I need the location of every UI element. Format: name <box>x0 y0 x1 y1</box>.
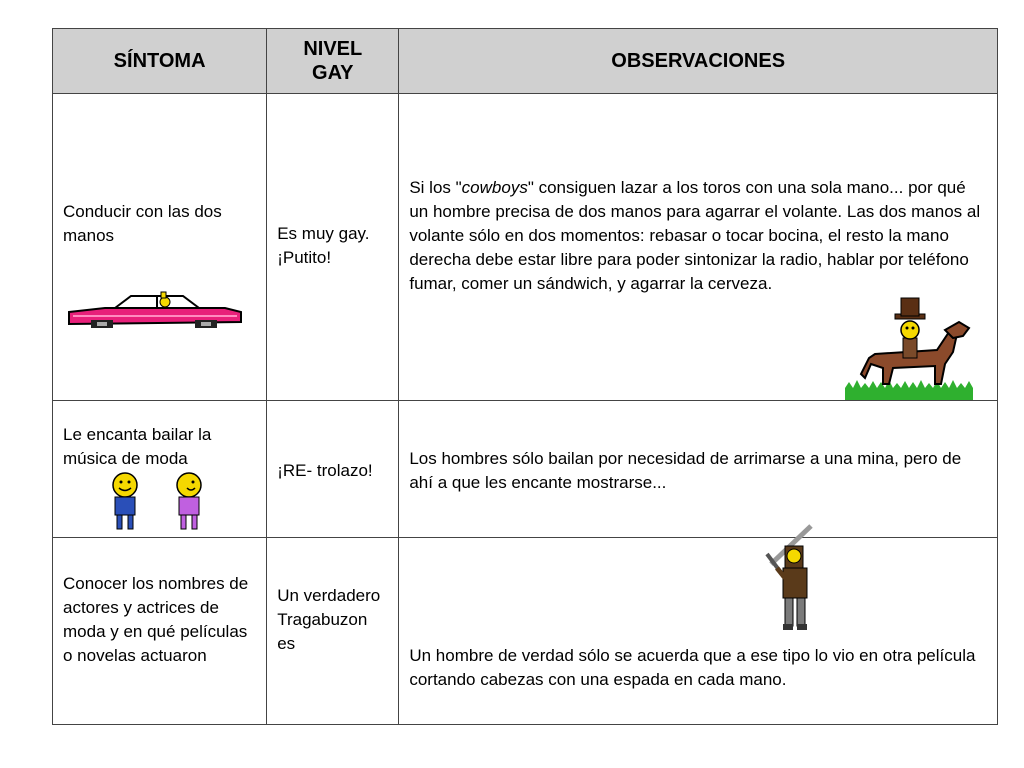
cell-observaciones <box>399 94 998 401</box>
cell-nivel <box>267 94 399 401</box>
observaciones-text <box>409 176 987 296</box>
sintoma-text: Conducir con las dos manos <box>63 202 222 245</box>
cell-nivel <box>267 538 399 725</box>
header-nivel-gay <box>267 29 399 94</box>
cell-observaciones <box>399 538 998 725</box>
cell-sintoma <box>53 94 267 401</box>
nivel-text: Es muy gay. ¡Putito! <box>277 224 370 267</box>
table-row <box>53 401 998 538</box>
header-nivel-gay-text: NIVEL GAY <box>303 38 363 84</box>
cell-sintoma <box>53 401 267 538</box>
observaciones-text: Los hombres sólo bailan por necesidad de arrimarse a una mina, pero de ahí a que les encante mostrarse... <box>409 449 962 492</box>
observaciones-text: Un hombre de verdad sólo se acuerda que a ese tipo lo vio en otra película cortando cabezas con una espada en cada mano. <box>409 646 976 689</box>
symptom-table <box>52 28 998 725</box>
cell-sintoma <box>53 538 267 725</box>
sword-warrior-icon <box>761 524 831 634</box>
obs-italic-cowboys: cowboys <box>461 178 528 197</box>
cell-observaciones <box>399 401 998 538</box>
nivel-text: ¡RE- trolazo! <box>277 461 373 480</box>
cell-nivel <box>267 401 399 538</box>
nivel-text: Un verdadero Tragabuzon es <box>277 586 381 653</box>
sintoma-text: Le encanta bailar la música de moda <box>63 425 212 468</box>
dancing-smileys-icon <box>103 471 213 531</box>
cowboy-on-horse-icon <box>845 292 975 402</box>
pink-car-icon <box>65 290 245 334</box>
obs-part-1: Si los " <box>409 178 462 197</box>
obs-part-2: " consiguen lazar a los toros con una sola mano... por qué un hombre precisa de dos manos para agarrar el volante. Las dos manos al volante sólo en dos momentos: rebasar o tocar bocina, el resto la mano derecha debe estar libre para poder sintonizar la radio, hablar por teléfono fumar, comer un sándwich, y agarrar la cerveza. <box>409 178 981 293</box>
sintoma-text: Conocer los nombres de actores y actrices de moda y en qué películas o novelas actuaron <box>63 574 249 665</box>
table-row <box>53 538 998 725</box>
header-observaciones: OBSERVACIONES <box>399 29 998 94</box>
header-sintoma: SÍNTOMA <box>53 29 267 94</box>
table-row <box>53 94 998 401</box>
header-row <box>53 29 998 94</box>
